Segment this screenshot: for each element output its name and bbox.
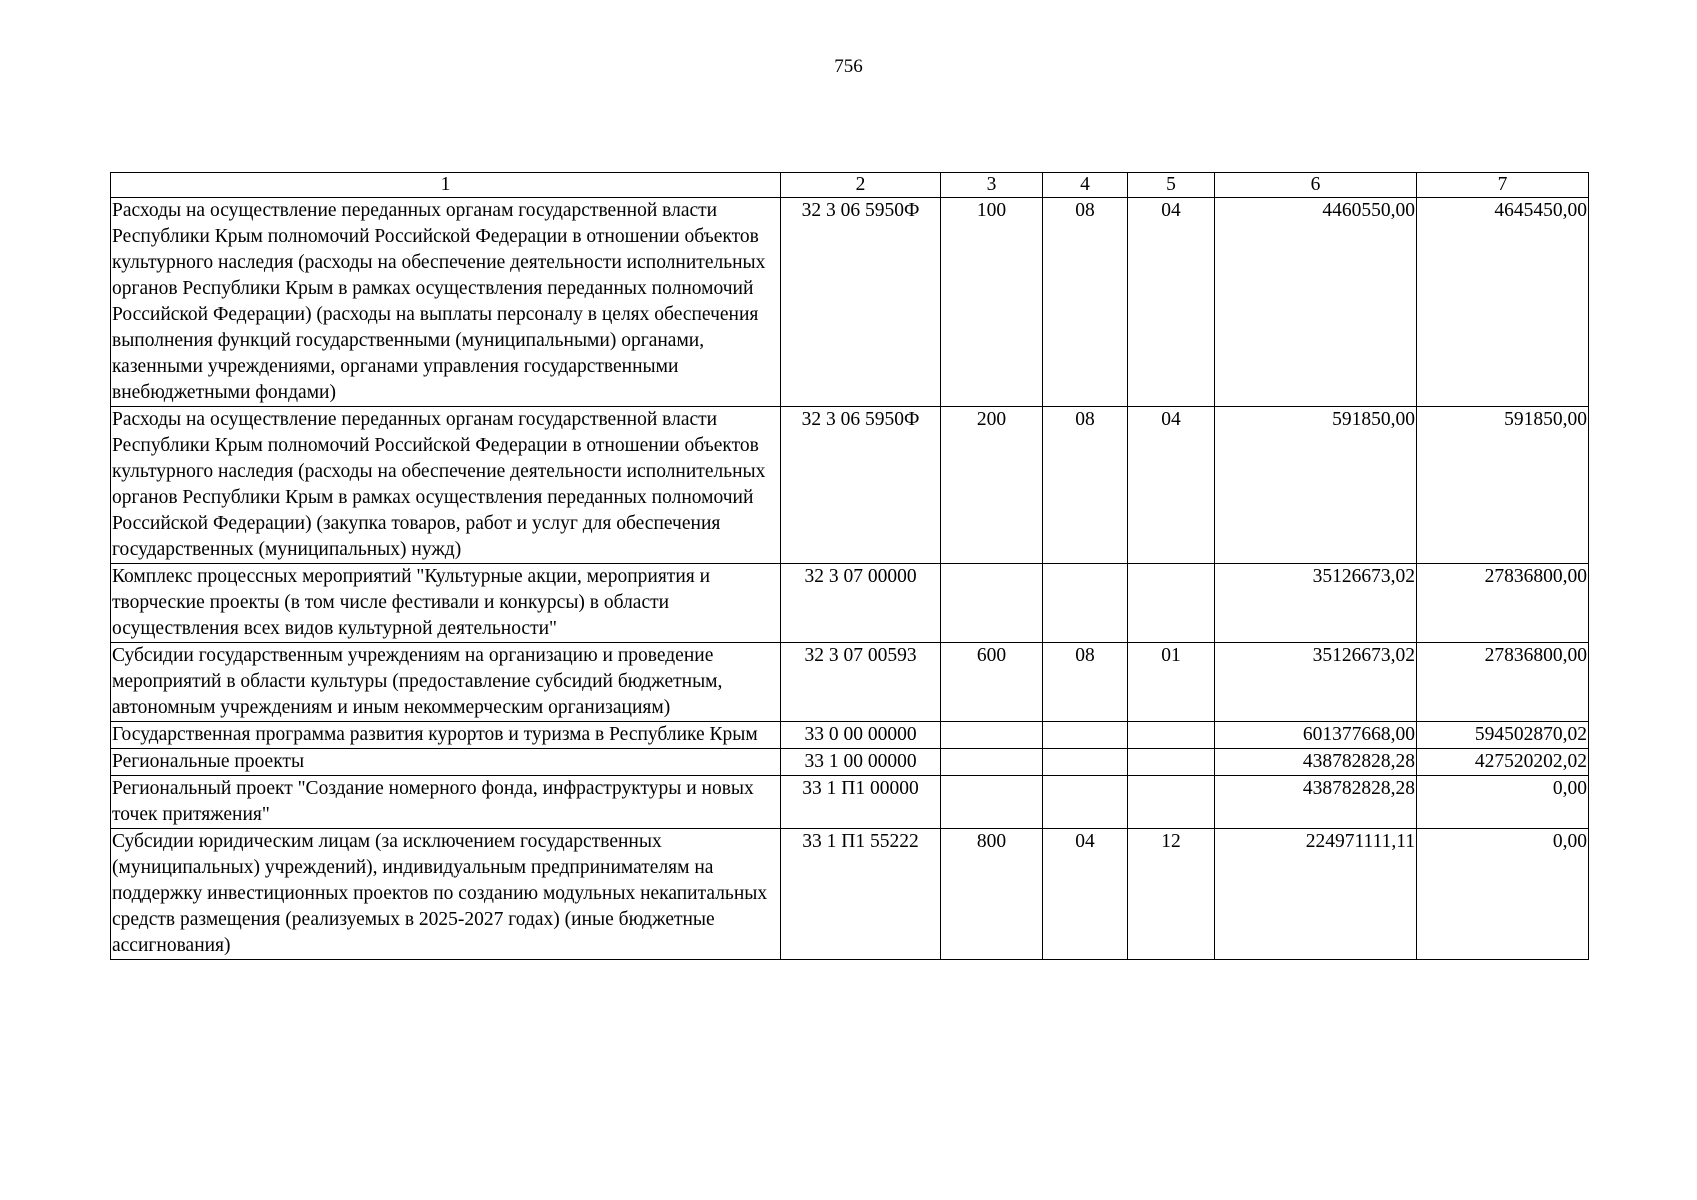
row-col-5: 12: [1128, 829, 1215, 960]
column-header-6: 6: [1215, 173, 1417, 198]
row-col-3: [941, 776, 1043, 829]
table-row: [111, 643, 1589, 722]
row-col-3: [941, 749, 1043, 776]
row-amount-7: 0,00: [1417, 776, 1589, 829]
row-code: 33 1 П1 00000: [781, 776, 941, 829]
row-col-5: [1128, 749, 1215, 776]
row-col-4: [1043, 722, 1128, 749]
row-code: 32 3 07 00593: [781, 643, 941, 722]
row-code: 33 1 00 00000: [781, 749, 941, 776]
row-col-5: 01: [1128, 643, 1215, 722]
row-col-4: 08: [1043, 643, 1128, 722]
row-name: Региональный проект "Создание номерного фонда, инфраструктуры и новых точек притяжения": [111, 776, 781, 829]
row-code: 32 3 06 5950Ф: [781, 407, 941, 564]
row-name: Государственная программа развития курортов и туризма в Республике Крым: [111, 722, 781, 749]
row-col-5: 04: [1128, 198, 1215, 407]
row-name: Субсидии государственным учреждениям на организацию и проведение мероприятий в области культуры (предоставление субсидий бюджетным, автономным учреждениям и иным некоммерческим организациям): [111, 643, 781, 722]
row-name: Комплекс процессных мероприятий "Культурные акции, мероприятия и творческие проекты (в том числе фестивали и конкурсы) в области осуществления всех видов культурной деятельности": [111, 564, 781, 643]
row-name: Расходы на осуществление переданных органам государственной власти Республики Крым полномочий Российской Федерации в отношении объектов культурного наследия (расходы на обеспечение деятельности исполнительных органов Республики Крым в рамках осуществления переданных полномочий Российской Федерации) (закупка товаров, работ и услуг для обеспечения государственных (муниципальных) нужд): [111, 407, 781, 564]
row-col-4: [1043, 749, 1128, 776]
budget-table: [110, 172, 1589, 960]
row-col-3: [941, 564, 1043, 643]
row-col-3: 800: [941, 829, 1043, 960]
row-amount-7: 427520202,02: [1417, 749, 1589, 776]
table-row: [111, 776, 1589, 829]
row-col-3: 600: [941, 643, 1043, 722]
row-amount-6: 591850,00: [1215, 407, 1417, 564]
row-col-5: [1128, 776, 1215, 829]
row-col-5: [1128, 722, 1215, 749]
row-col-4: [1043, 776, 1128, 829]
column-header-7: 7: [1417, 173, 1589, 198]
table-row: [111, 198, 1589, 407]
row-name: Региональные проекты: [111, 749, 781, 776]
row-amount-7: 27836800,00: [1417, 564, 1589, 643]
table-row: [111, 829, 1589, 960]
row-col-4: 08: [1043, 407, 1128, 564]
table-row: [111, 564, 1589, 643]
column-header-5: 5: [1128, 173, 1215, 198]
row-col-4: 08: [1043, 198, 1128, 407]
row-col-3: 100: [941, 198, 1043, 407]
row-col-4: [1043, 564, 1128, 643]
column-header-4: 4: [1043, 173, 1128, 198]
row-amount-6: 35126673,02: [1215, 643, 1417, 722]
column-header-2: 2: [781, 173, 941, 198]
row-code: 33 1 П1 55222: [781, 829, 941, 960]
header-row: [111, 173, 1589, 198]
row-amount-6: 35126673,02: [1215, 564, 1417, 643]
row-code: 33 0 00 00000: [781, 722, 941, 749]
row-name: Субсидии юридическим лицам (за исключением государственных (муниципальных) учреждений), индивидуальным предпринимателям на поддержку инвестиционных проектов по созданию модульных некапитальных средств размещения (реализуемых в 2025-2027 годах) (иные бюджетные ассигнования): [111, 829, 781, 960]
table-row: [111, 722, 1589, 749]
page-number: 756: [834, 56, 863, 77]
column-header-1: 1: [111, 173, 781, 198]
row-amount-7: 4645450,00: [1417, 198, 1589, 407]
row-col-3: [941, 722, 1043, 749]
row-col-4: 04: [1043, 829, 1128, 960]
row-amount-6: 438782828,28: [1215, 776, 1417, 829]
row-amount-7: 591850,00: [1417, 407, 1589, 564]
row-amount-6: 4460550,00: [1215, 198, 1417, 407]
row-col-5: [1128, 564, 1215, 643]
row-code: 32 3 07 00000: [781, 564, 941, 643]
row-name: Расходы на осуществление переданных органам государственной власти Республики Крым полномочий Российской Федерации в отношении объектов культурного наследия (расходы на обеспечение деятельности исполнительных органов Республики Крым в рамках осуществления переданных полномочий Российской Федерации) (расходы на выплаты персоналу в целях обеспечения выполнения функций государственными (муниципальными) органами, казенными учреждениями, органами управления государственными внебюджетными фондами): [111, 198, 781, 407]
table-row: [111, 749, 1589, 776]
row-col-5: 04: [1128, 407, 1215, 564]
row-amount-6: 438782828,28: [1215, 749, 1417, 776]
table-row: [111, 407, 1589, 564]
row-col-3: 200: [941, 407, 1043, 564]
row-amount-6: 224971111,11: [1215, 829, 1417, 960]
row-code: 32 3 06 5950Ф: [781, 198, 941, 407]
row-amount-6: 601377668,00: [1215, 722, 1417, 749]
row-amount-7: 594502870,02: [1417, 722, 1589, 749]
row-amount-7: 27836800,00: [1417, 643, 1589, 722]
column-header-3: 3: [941, 173, 1043, 198]
row-amount-7: 0,00: [1417, 829, 1589, 960]
